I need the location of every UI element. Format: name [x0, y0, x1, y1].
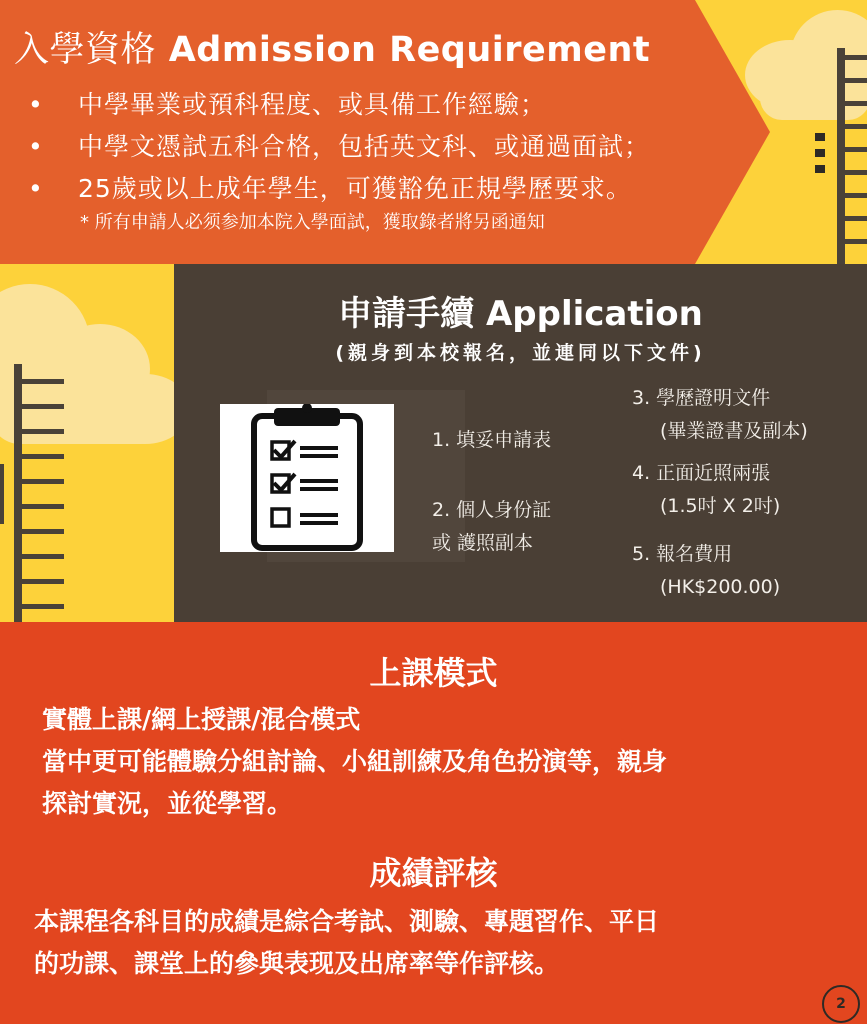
- application-title-en: Application: [485, 294, 703, 334]
- ladder-rung: [22, 529, 64, 534]
- ladder-rung: [22, 554, 64, 559]
- ladder-rung: [22, 404, 64, 409]
- application-subtitle: (親身到本校報名，並連同以下文件): [335, 342, 706, 364]
- mode-title: 上課模式: [369, 654, 498, 692]
- admission-title: [14, 22, 650, 72]
- requirement-item-3: 3. 學歷證明文件 (畢業證書及副本): [632, 387, 808, 442]
- ladder-rung: [22, 579, 64, 584]
- ladder-rung: [22, 479, 64, 484]
- cloud-decoration: [0, 384, 170, 444]
- ladder-rung: [22, 504, 64, 509]
- admission-list: [28, 84, 650, 210]
- decorative-side-panel: [0, 264, 174, 622]
- application-title: [174, 286, 867, 335]
- dash-decoration: [815, 133, 825, 181]
- application-section: [0, 264, 867, 622]
- application-panel: [174, 264, 867, 622]
- list-item: • 中學文憑試五科合格，包括英文科、或通過面試；: [28, 126, 650, 168]
- ladder-rung: [22, 429, 64, 434]
- ladder-rung: [845, 55, 867, 60]
- ladder-rung: [22, 454, 64, 459]
- ladder-rung: [845, 193, 867, 198]
- ladder-decoration: [14, 364, 22, 622]
- ladder-rung: [845, 147, 867, 152]
- assessment-line-1: 本課程各科目的成績是綜合考試、測驗、專題習作、平日: [34, 907, 660, 936]
- ladder-rung: [845, 170, 867, 175]
- ladder-rung: [845, 78, 867, 83]
- application-title-cjk: 申請手續: [338, 294, 475, 334]
- mode-line-1: 實體上課/網上授課/混合模式: [42, 705, 361, 734]
- mode-line-2: 當中更可能體驗分組討論、小組訓練及角色扮演等，親身: [42, 747, 668, 776]
- ladder-rung: [22, 379, 64, 384]
- admission-title-en: Admission Requirement: [168, 30, 651, 70]
- assessment-line-2: 的功課、課堂上的參與表现及出席率等作評核。: [34, 949, 560, 978]
- requirement-item-1: 1. 填妥申請表: [432, 429, 552, 451]
- ladder-rung: [845, 216, 867, 221]
- list-item: • 25歲或以上成年學生，可獲豁免正規學歷要求。: [28, 168, 650, 210]
- list-item: • 中學畢業或預科程度、或具備工作經驗；: [28, 84, 650, 126]
- ladder-rung: [845, 101, 867, 106]
- bullet-icon: •: [28, 132, 44, 161]
- ladder-rung: [845, 124, 867, 129]
- ladder-rung: [22, 604, 64, 609]
- assessment-title: 成績評核: [369, 854, 498, 892]
- admission-note: * 所有申請人必须参加本院入學面試，獲取錄者將另函通知: [80, 212, 545, 233]
- ladder-rung: [845, 239, 867, 244]
- bullet-icon: •: [28, 90, 44, 119]
- admission-title-cjk: 入學資格: [14, 30, 157, 70]
- mode-line-3: 探討實況，並從學習。: [42, 789, 293, 818]
- ladder-decoration: [837, 48, 845, 264]
- requirement-item-4: 4. 正面近照兩張 (1.5吋 X 2吋): [632, 462, 781, 517]
- admission-section: [0, 0, 867, 264]
- bullet-icon: •: [28, 174, 44, 203]
- ladder-edge: [0, 464, 4, 524]
- page-number: 2: [822, 985, 860, 1023]
- requirement-item-2: 2. 個人身份証 或 護照副本: [432, 499, 552, 554]
- clipboard-checklist-icon: [220, 404, 394, 552]
- requirement-item-5: 5. 報名費用 (HK$200.00): [632, 543, 781, 598]
